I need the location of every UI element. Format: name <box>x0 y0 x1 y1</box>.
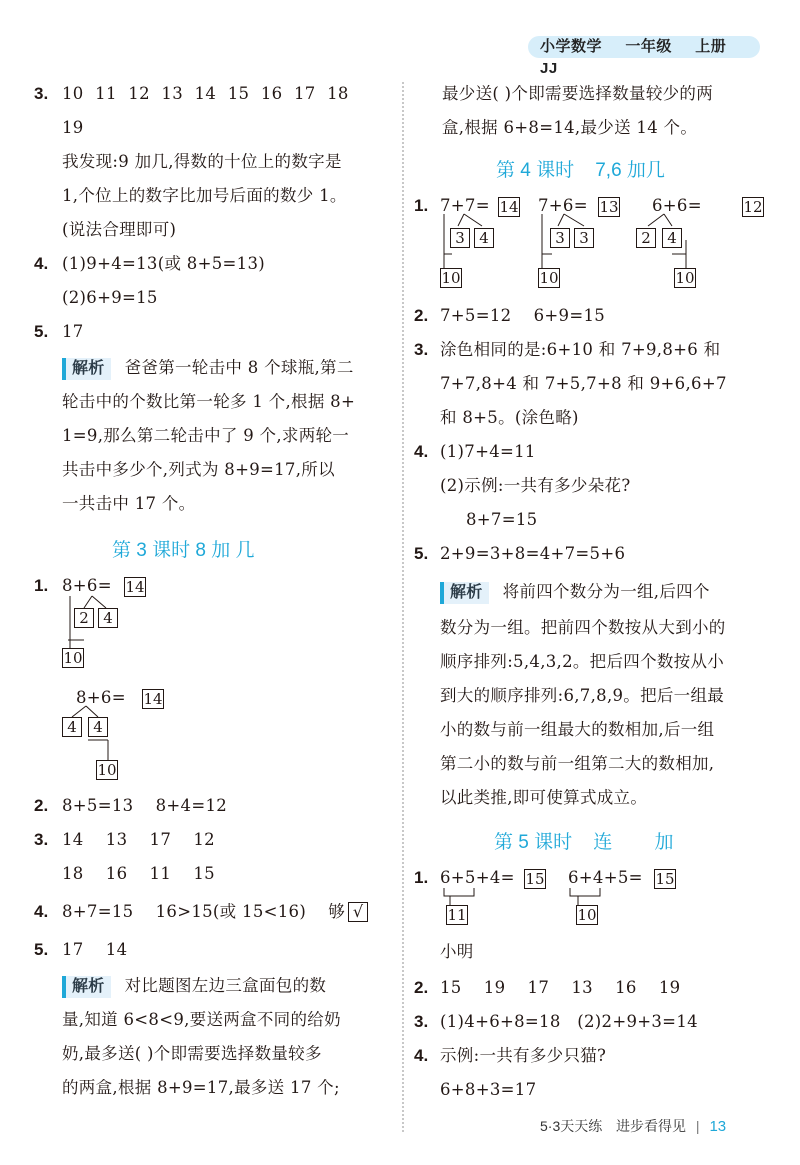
answer-line: 14 13 17 12 <box>62 830 215 849</box>
question-number: 4. <box>414 1046 429 1065</box>
analysis-line: 第二小的数与前一组第二大的数相加, <box>440 754 715 773</box>
answer-line: 小明 <box>440 942 474 961</box>
question-number: 3. <box>34 84 49 103</box>
equation: 8+6= <box>76 688 126 707</box>
split-box: 2 <box>74 608 94 628</box>
lesson-5-heading: 第 5 课时 连 加 <box>494 832 674 853</box>
header-grade: 一年级 <box>625 38 672 55</box>
question-number: 4. <box>34 254 49 273</box>
equation: 7+6= <box>538 196 588 215</box>
question-number: 2. <box>34 796 49 815</box>
answer-line: (2)6+9=15 <box>62 288 158 307</box>
answer-line: (1)4+6+8=18 (2)2+9+3=14 <box>440 1012 698 1031</box>
question-number: 1. <box>414 868 429 887</box>
analysis-line: 解析 将前四个数分为一组,后四个 <box>440 580 710 604</box>
split-box: 4 <box>88 717 108 737</box>
analysis-line: 量,知道 6<8<9,要送两盒不同的给奶 <box>62 1010 341 1029</box>
answer-line: 17 <box>62 322 84 341</box>
ten-box: 10 <box>539 269 559 287</box>
answer-line: 8+7=15 <box>466 510 538 529</box>
answer-line: 15 19 17 13 16 19 <box>440 978 681 997</box>
answer-line: 2+9=3+8=4+7=5+6 <box>440 544 626 563</box>
analysis-tag: 解析 <box>62 976 111 998</box>
split-box: 3 <box>450 228 470 248</box>
answer-line: 6+8+3=17 <box>440 1080 537 1099</box>
sum-box: 11 <box>447 906 467 924</box>
question-number: 5. <box>414 544 429 563</box>
question-number: 1. <box>414 196 429 215</box>
answer-line: (1)9+4=13(或 8+5=13) <box>62 254 265 273</box>
question-number: 3. <box>414 1012 429 1031</box>
split-box: 4 <box>474 228 494 248</box>
question-number: 1. <box>34 576 49 595</box>
split-box: 3 <box>550 228 570 248</box>
header-volume: 上册 <box>695 38 727 55</box>
equation: 6+5+4= <box>440 868 515 887</box>
question-number: 5. <box>34 322 49 341</box>
analysis-tag: 解析 <box>440 582 489 604</box>
analysis-line: 共击中多少个,列式为 8+9=17,所以 <box>62 460 335 479</box>
split-box: 4 <box>62 717 82 737</box>
answer-line: 8+5=13 8+4=12 <box>62 796 228 815</box>
footer-brand: 5·3天天练 <box>540 1118 603 1134</box>
sum-box: 10 <box>577 906 597 924</box>
analysis-line: 轮击中的个数比第一轮多 1 个,根据 8+ <box>62 392 356 411</box>
split-box: 4 <box>662 228 682 248</box>
header-banner <box>528 36 760 77</box>
result-box: 12 <box>743 198 763 216</box>
page-number: 13 <box>709 1118 727 1135</box>
column-divider <box>402 82 404 1132</box>
result-box: 14 <box>125 578 145 596</box>
equation: 6+6= <box>652 196 702 215</box>
result-box: 15 <box>655 870 675 888</box>
page-footer: 5·3天天练 进步看得见 | 13 <box>540 1118 727 1135</box>
question-number: 4. <box>414 442 429 461</box>
answer-line: 示例:一共有多少只猫? <box>440 1046 607 1065</box>
continued-line: 最少送( )个即需要选择数量较少的两 <box>442 84 714 103</box>
split-box: 2 <box>636 228 656 248</box>
answer-line: 7+5=12 6+9=15 <box>440 306 606 325</box>
answer-line: (2)示例:一共有多少朵花? <box>440 476 631 495</box>
analysis-line: 数分为一组。把前四个数按从大到小的 <box>440 618 726 637</box>
split-box: 3 <box>574 228 594 248</box>
result-box: 14 <box>499 198 519 216</box>
question-number: 3. <box>34 830 49 849</box>
equation: 7+7= <box>440 196 490 215</box>
ten-box: 10 <box>97 761 117 779</box>
question-number: 4. <box>34 902 49 921</box>
split-box: 4 <box>98 608 118 628</box>
answer-line: (1)7+4=11 <box>440 442 536 461</box>
analysis-line: 1=9,那么第二轮击中了 9 个,求两轮一 <box>62 426 350 445</box>
equation: 8+6= <box>62 576 112 595</box>
sequence-line-1: 10 11 12 13 14 15 16 17 18 <box>62 84 349 103</box>
analysis-line: 以此类推,即可使算式成立。 <box>440 788 648 807</box>
analysis-line: 奶,最多送( )个即需要选择数量较多 <box>62 1044 322 1063</box>
footer-slogan: 进步看得见 <box>616 1118 687 1134</box>
answer-line: 7+7,8+4 和 7+5,7+8 和 9+6,6+7 <box>440 374 727 393</box>
answer-line: 和 8+5。(涂色略) <box>440 408 579 427</box>
check-box: √ <box>348 902 368 922</box>
analysis-line: 的两盒,根据 8+9=17,最多送 17 个; <box>62 1078 340 1097</box>
analysis-line: 到大的顺序排列:6,7,8,9。把后一组最 <box>440 686 725 705</box>
analysis-line: 小的数与前一组最大的数相加,后一组 <box>440 720 715 739</box>
result-box: 15 <box>525 870 545 888</box>
finding-text-2: 1,个位上的数字比加号后面的数少 1。 <box>62 186 347 205</box>
answer-line: 涂色相同的是:6+10 和 7+9,8+6 和 <box>440 340 721 359</box>
result-box: 13 <box>599 198 619 216</box>
lesson-3-heading: 第 3 课时 8 加 几 <box>112 540 255 561</box>
sequence-line-2: 19 <box>62 118 84 137</box>
analysis-line: 解析 对比题图左边三盒面包的数 <box>62 974 326 998</box>
continued-line: 盒,根据 6+8=14,最少送 14 个。 <box>442 118 698 137</box>
analysis-line: 顺序排列:5,4,3,2。把后四个数按从小 <box>440 652 725 671</box>
question-number: 5. <box>34 940 49 959</box>
answer-line: 18 16 11 15 <box>62 864 215 883</box>
finding-text-1: 我发现:9 加几,得数的十位上的数字是 <box>62 152 342 171</box>
answer-line: 17 14 <box>62 940 128 959</box>
result-box: 14 <box>143 690 163 708</box>
header-subject: 小学数学 <box>540 38 603 55</box>
lesson-4-heading: 第 4 课时 7,6 加几 <box>496 160 665 181</box>
ten-box: 10 <box>675 269 695 287</box>
finding-text-3: (说法合理即可) <box>62 220 177 239</box>
question-number: 2. <box>414 978 429 997</box>
answer-line: 8+7=15 16>15(或 15<16) 够 <box>62 902 346 921</box>
analysis-line: 解析 爸爸第一轮击中 8 个球瓶,第二 <box>62 356 354 380</box>
analysis-line: 一共击中 17 个。 <box>62 494 196 513</box>
analysis-tag: 解析 <box>62 358 111 380</box>
question-number: 2. <box>414 306 429 325</box>
question-number: 3. <box>414 340 429 359</box>
ten-box: 10 <box>441 269 461 287</box>
equation: 6+4+5= <box>568 868 643 887</box>
header-edition: JJ <box>540 60 558 77</box>
ten-box: 10 <box>63 649 83 667</box>
